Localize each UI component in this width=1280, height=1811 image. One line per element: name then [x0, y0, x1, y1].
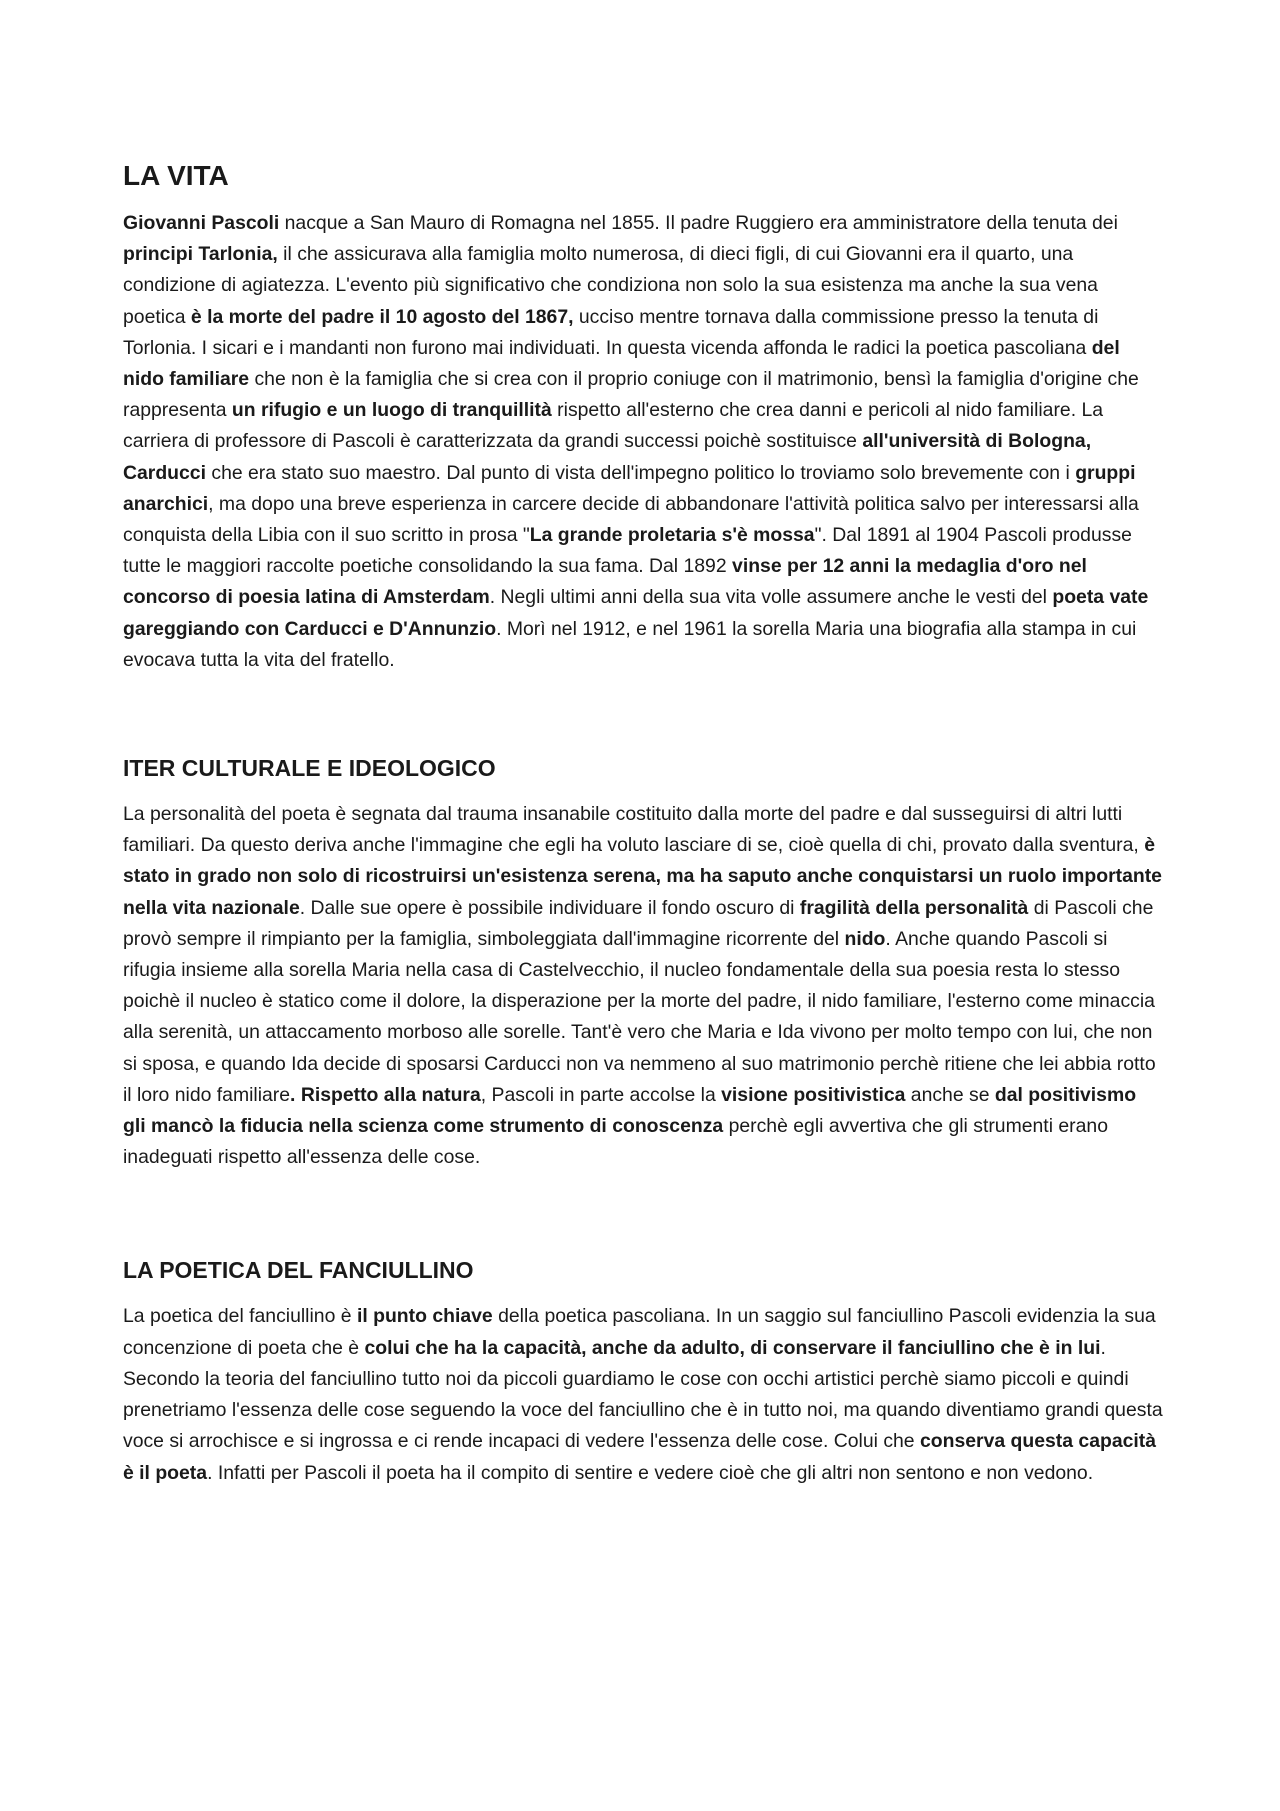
- bold-text: è la morte del padre il 10 agosto del 1867,: [190, 305, 574, 328]
- bold-text: conserva questa capacità è il poeta: [123, 1430, 1157, 1484]
- text-run: ucciso mentre tornava dalla commissione presso la tenuta di Torlonia. I sicari e i mandanti non furono mai individuati. In questa vicenda affonda le radici la poetica pascoliana: [123, 305, 1099, 359]
- bold-text: visione positivistica: [721, 1083, 906, 1106]
- bold-text: il punto chiave: [356, 1305, 493, 1328]
- document-page: [123, 156, 1163, 1489]
- bold-text: gruppi anarchici: [123, 461, 1136, 515]
- text-run: La personalità del poeta è segnata dal trauma insanabile costituito dalla morte del padre e dal susseguirsi di altri lutti familiari. Da questo deriva anche l'immagine che egli ha voluto lasciare di se, cioè quella di chi, provato dalla sventura,: [123, 803, 1145, 857]
- bold-text: La grande proletaria s'è mossa: [529, 524, 815, 547]
- text-run: . Secondo la teoria del fanciullino tutto noi da piccoli guardiamo le cose con occhi artistici perchè siamo piccoli e quindi prenetriamo l'essenza delle cose seguendo la voce del fanciullino che è in tutto noi, ma quando diventiamo grandi questa voce si arrochisce e si ingrossa e ci rende incapaci di vedere l'essenza delle cose. Colui che: [123, 1336, 1163, 1453]
- bold-text: principi Tarlonia,: [123, 243, 278, 266]
- bold-text: Giovanni Pascoli: [123, 212, 280, 234]
- text-run: ". Dal 1891 al 1904 Pascoli produsse tutte le maggiori raccolte poetiche consolidando la sua fama. Dal 1892: [123, 524, 1132, 578]
- text-run: nacque a San Mauro di Romagna nel 1855. Il padre Ruggiero era amministratore della tenuta dei: [279, 212, 1118, 234]
- section-title: LA POETICA DEL FANCIULLINO: [123, 1257, 474, 1284]
- bold-text: . Rispetto alla natura: [290, 1083, 481, 1106]
- bold-text: poeta vate gareggiando con Carducci e D'Annunzio: [123, 586, 1149, 640]
- text-run: della poetica pascoliana. In un saggio sul fanciullino Pascoli evidenzia la sua concenzione di poeta che è: [123, 1305, 1156, 1359]
- section-poetica-fanciullino: [123, 1253, 1163, 1488]
- text-run: . Anche quando Pascoli si rifugia insieme alla sorella Maria nella casa di Castelvecchio, il nucleo fondamentale della sua poesia resta lo stesso poichè il nucleo è statico come il dolore, la disperazione per la morte del padre, il nido familiare, l'esterno come minaccia alla serenità, un attaccamento morboso alle sorelle. Tant'è vero che Maria e Ida vivono per molto tempo con lui, che non si sposa, e quando Ida decide di sposarsi Carducci non va nemmeno al suo matrimonio perchè ritiene che lei abbia rotto il loro nido familiare: [123, 927, 1156, 1106]
- text-run: che non è la famiglia che si crea con il proprio coniuge con il matrimonio, bensì la famiglia d'origine che rappresenta: [123, 368, 1139, 422]
- text-run: . Morì nel 1912, e nel 1961 la sorella Maria una biografia alla stampa in cui evocava tutta la vita del fratello.: [123, 617, 1137, 671]
- text-run: perchè egli avvertiva che gli strumenti erano inadeguati rispetto all'essenza delle cose.: [123, 1115, 1108, 1169]
- text-run: di Pascoli che provò sempre il rimpianto per la famiglia, simboleggiata dall'immagine ricorrente del: [123, 896, 1154, 950]
- bold-text: all'università di Bologna, Carducci: [123, 430, 1092, 484]
- section-paragraph: [123, 1301, 1163, 1488]
- text-run: il che assicurava alla famiglia molto numerosa, di dieci figli, di cui Giovanni era il quarto, una condizione di agiatezza. L'evento più significativo che condiziona non solo la sua esistenza ma anche la sua vena poetica: [123, 243, 1098, 328]
- bold-text: un rifugio e un luogo di tranquillità: [231, 399, 552, 422]
- text-run: La poetica del fanciullino è: [123, 1305, 357, 1328]
- section-title: LA VITA: [123, 160, 229, 191]
- text-run: , ma dopo una breve esperienza in carcere decide di abbandonare l'attività politica salvo per interessarsi alla conquista della Libia con il suo scritto in prosa ": [123, 492, 1139, 547]
- section-paragraph: [123, 208, 1163, 676]
- bold-text: vinse per 12 anni la medaglia d'oro nel concorso di poesia latina di Amsterdam: [123, 555, 1087, 609]
- bold-text: dal positivismo gli mancò la fiducia nella scienza come strumento di conoscenza: [123, 1083, 1137, 1138]
- bold-text: del nido familiare: [123, 336, 1120, 391]
- text-run: . Infatti per Pascoli il poeta ha il compito di sentire e vedere cioè che gli altri non sentono e non vedono.: [207, 1461, 1094, 1484]
- bold-text: fragilità della personalità: [799, 896, 1029, 919]
- bold-text: è stato in grado non solo di ricostruirsi un'esistenza serena, ma ha saputo anche conquistarsi un ruolo importante nella vita nazionale: [123, 834, 1162, 919]
- text-run: , Pascoli in parte accolse la: [480, 1083, 722, 1106]
- section-title: ITER CULTURALE E IDEOLOGICO: [123, 755, 496, 782]
- bold-text: nido: [844, 927, 886, 950]
- bold-text: colui che ha la capacità, anche da adulto, di conservare il fanciullino che è in lui: [364, 1336, 1101, 1359]
- section-iter-culturale: [123, 751, 1163, 1173]
- text-run: rispetto all'esterno che crea danni e pericoli al nido familiare. La carriera di professore di Pascoli è caratterizzata da grandi successi poichè sostituisce: [123, 399, 1104, 453]
- section-la-vita: [123, 156, 1163, 676]
- text-run: che era stato suo maestro. Dal punto di vista dell'impegno politico lo troviamo solo brevemente con i: [205, 461, 1076, 484]
- text-run: . Dalle sue opere è possibile individuare il fondo oscuro di: [299, 896, 800, 919]
- section-paragraph: [123, 799, 1163, 1173]
- text-run: anche se: [905, 1083, 995, 1106]
- text-run: . Negli ultimi anni della sua vita volle assumere anche le vesti del: [489, 586, 1053, 609]
